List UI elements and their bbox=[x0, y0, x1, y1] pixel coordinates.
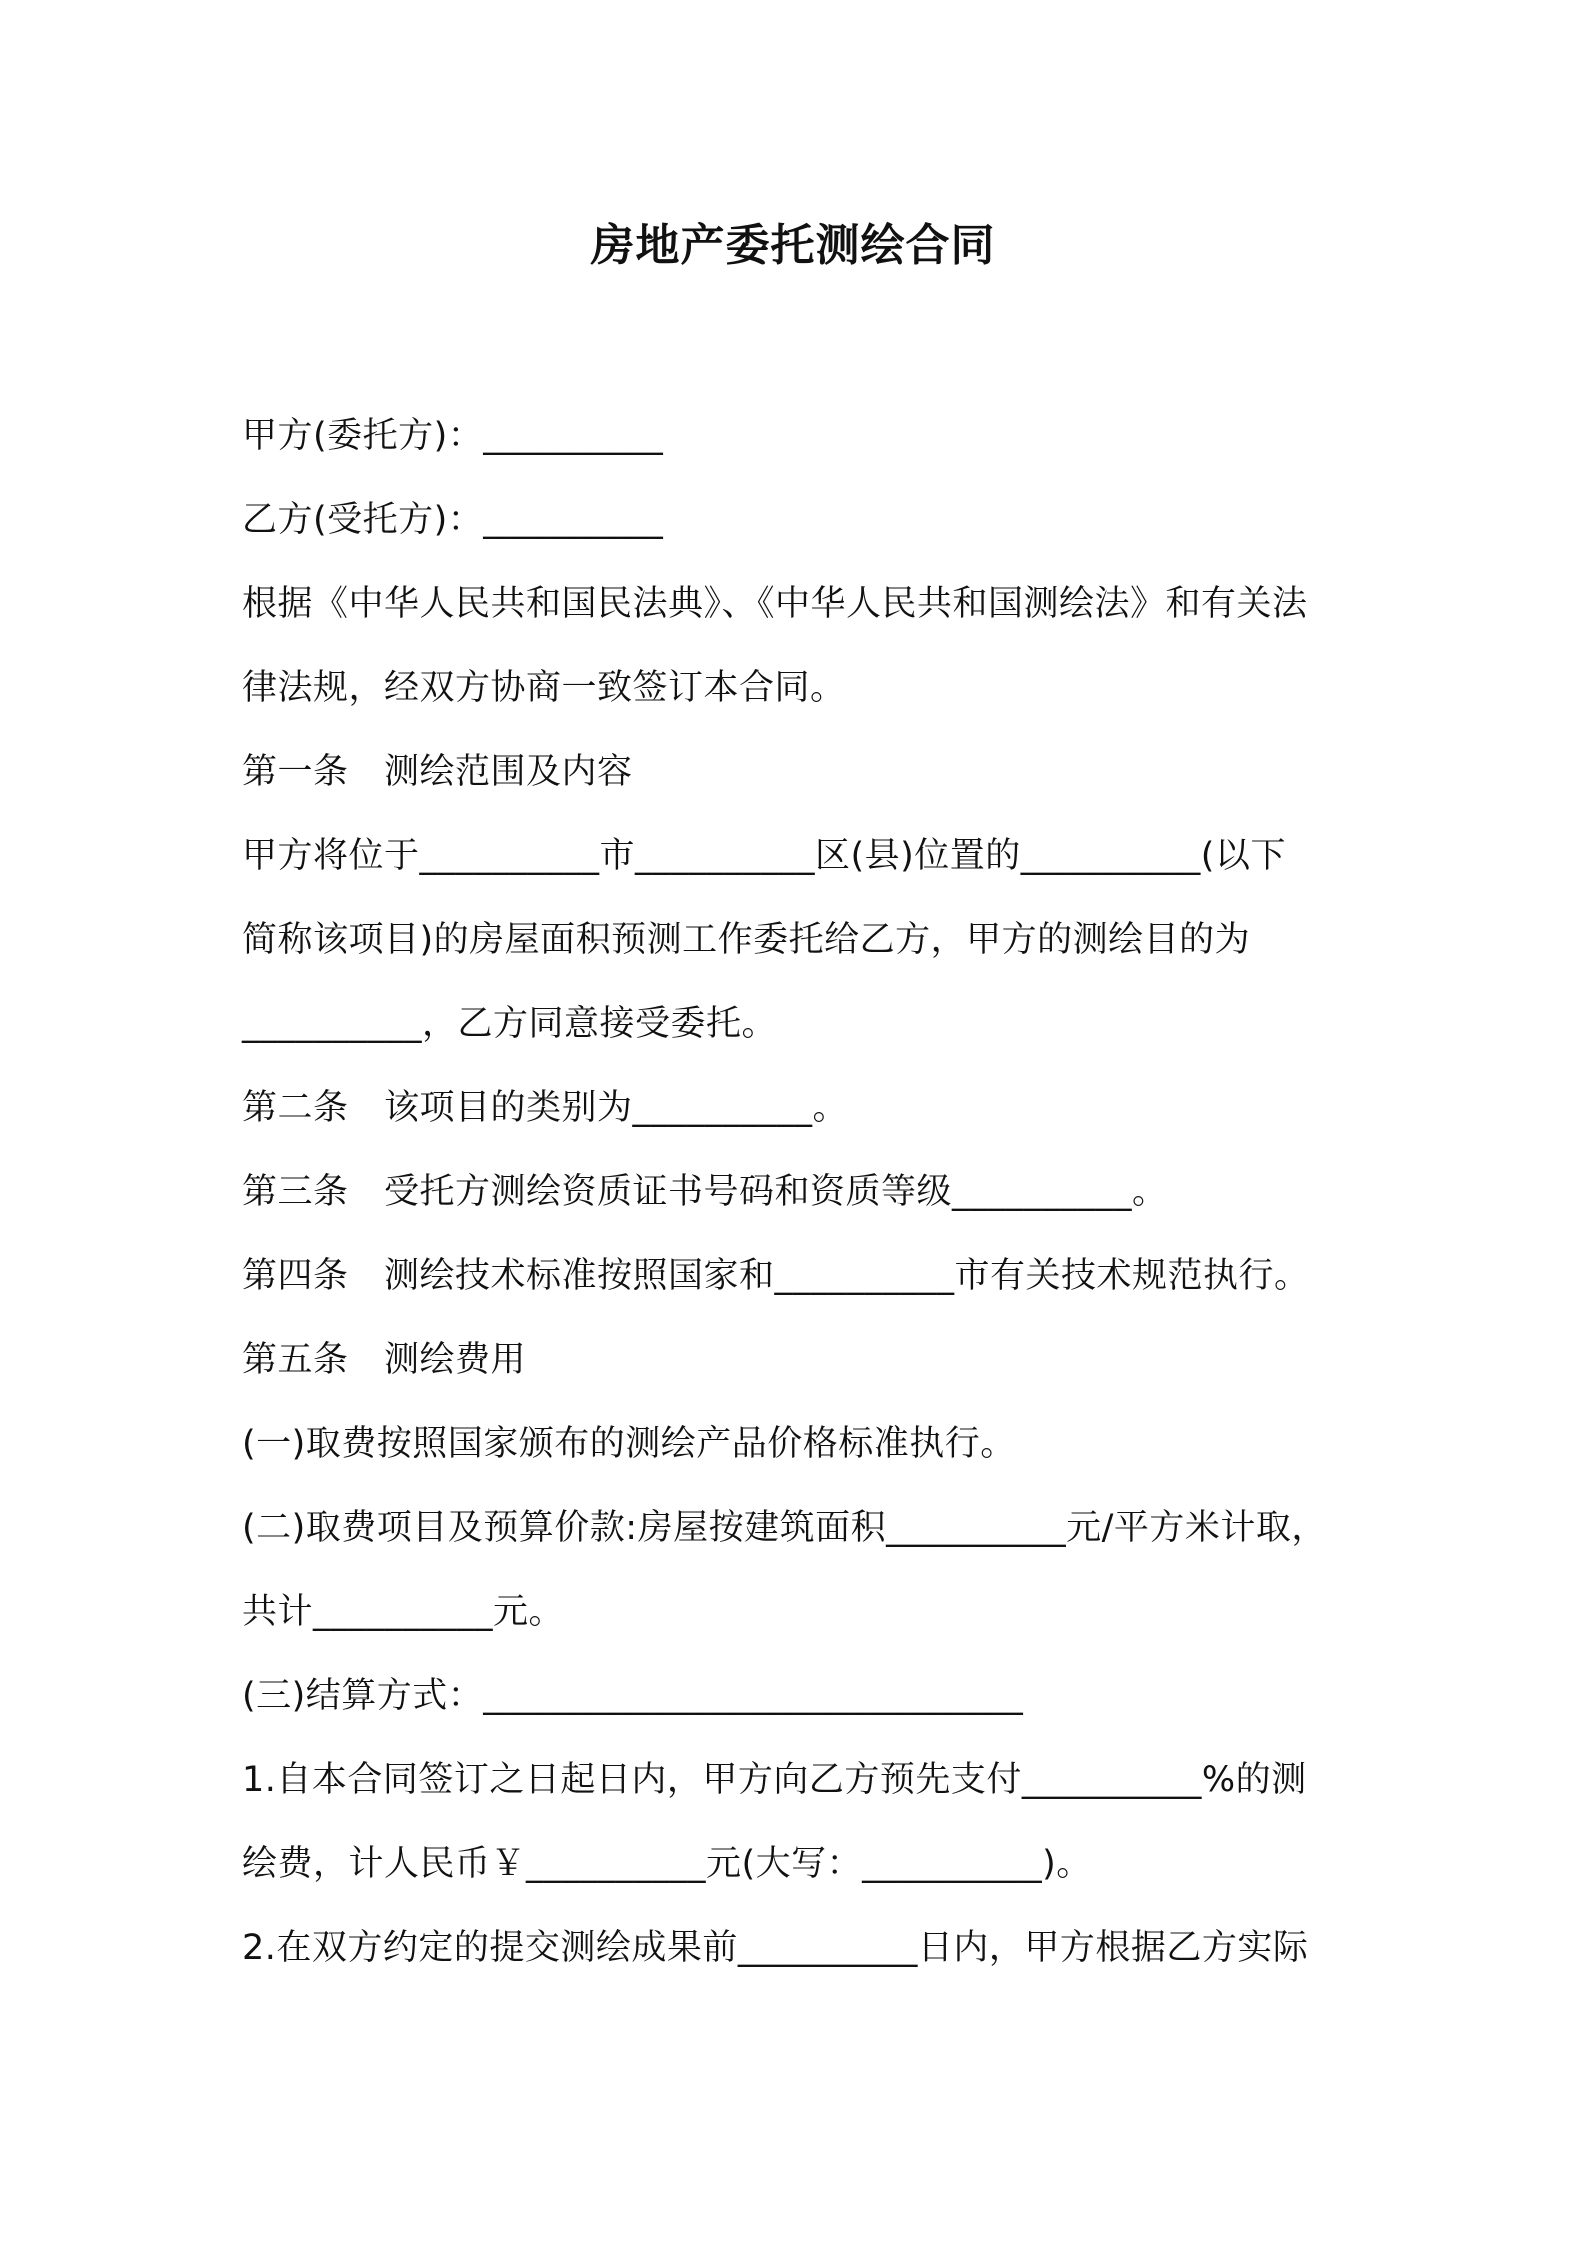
fee-item-2-line-2: 共计__________元。 bbox=[242, 1592, 565, 1632]
article-1-heading: 第一条 测绘范围及内容 bbox=[242, 752, 633, 792]
article-1-text-3: __________，乙方同意接受委托。 bbox=[242, 1004, 778, 1044]
payment-1-line-2: 绘费，计人民币￥__________元(大写：__________)。 bbox=[242, 1844, 1092, 1884]
fee-item-2-line-1: (二)取费项目及预算价款:房屋按建筑面积__________元/平方米计取， bbox=[242, 1508, 1327, 1548]
article-5-heading: 第五条 测绘费用 bbox=[242, 1340, 527, 1380]
payment-1-line-1: 1.自本合同签订之日起日内，甲方向乙方预先支付__________%的测 bbox=[242, 1760, 1307, 1800]
fee-item-1: (一)取费按照国家颁布的测绘产品价格标准执行。 bbox=[242, 1424, 1016, 1464]
party-a-line: 甲方(委托方)：__________ bbox=[242, 416, 664, 456]
preamble-line-2: 律法规，经双方协商一致签订本合同。 bbox=[242, 668, 846, 708]
article-4: 第四条 测绘技术标准按照国家和__________市有关技术规范执行。 bbox=[242, 1256, 1310, 1296]
article-1-text-1: 甲方将位于__________市__________区(县)位置的__________(以下 bbox=[242, 836, 1286, 876]
fee-item-3: (三)结算方式：______________________________ bbox=[242, 1676, 1024, 1716]
article-3: 第三条 受托方测绘资质证书号码和资质等级__________。 bbox=[242, 1172, 1168, 1212]
article-2: 第二条 该项目的类别为__________。 bbox=[242, 1088, 849, 1128]
preamble-line-1: 根据《中华人民共和国民法典》、《中华人民共和国测绘法》和有关法 bbox=[242, 584, 1308, 624]
article-1-text-2: 简称该项目)的房屋面积预测工作委托给乙方，甲方的测绘目的为 bbox=[242, 920, 1251, 960]
document-title: 房地产委托测绘合同 bbox=[590, 220, 996, 271]
party-b-line: 乙方(受托方)：__________ bbox=[242, 500, 664, 540]
payment-2-line-1: 2.在双方约定的提交测绘成果前__________日内，甲方根据乙方实际 bbox=[242, 1928, 1309, 1968]
